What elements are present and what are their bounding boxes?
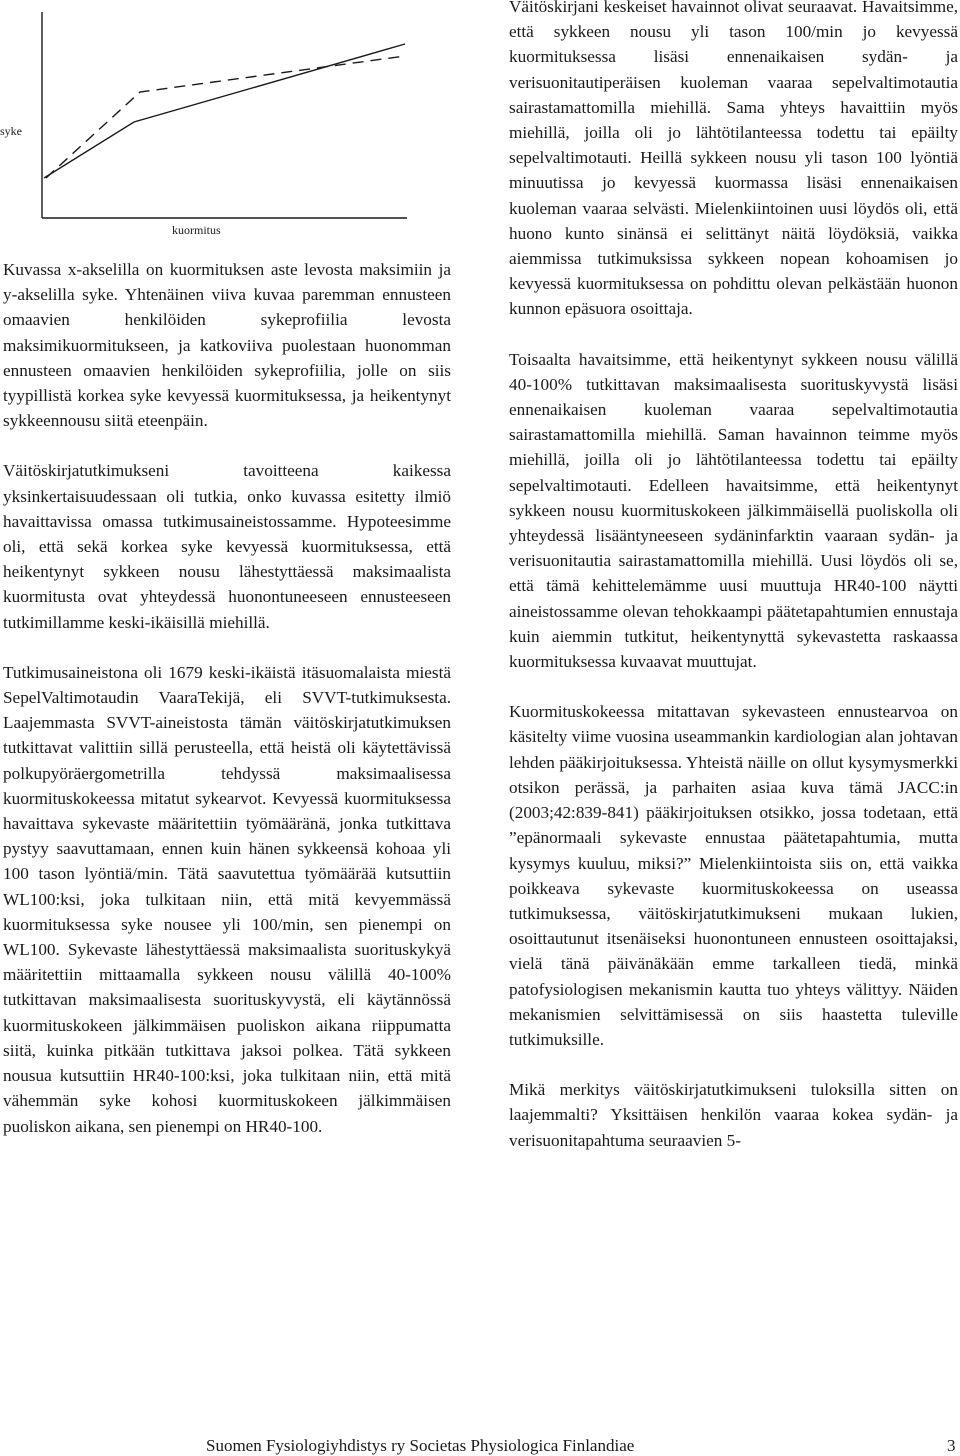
y-axis-label: syke — [0, 124, 22, 138]
significance-paragraph: Mikä merkitys väitöskirjatutkimukseni tuloksilla sitten on laajemmalti? Yksittäisen henkilön vaaraa kokea sydän- ja verisuonitapahtuma seuraavien 5- — [509, 1080, 958, 1150]
right-column — [509, 0, 958, 1178]
x-axis-label: kuormitus — [172, 223, 221, 237]
figure-caption-paragraph: Kuvassa x-akselilla on kuormituksen aste levosta maksimiin ja y-akselilla syke. Yhtenäinen viiva kuvaa paremman ennusteen omaavien henkilöiden sykeprofiilia levosta maksimikuormitukseen, ja katkoviiva puolestaan huonomman ennusteen omaavien henkilöiden sykeprofiilia, jolle on siis tyypillistä korkea syke kevyessä kuormituksessa, ja heikentynyt sykkeennousu siitä eteenpäin. — [3, 260, 451, 431]
page-number: 3 — [947, 1436, 956, 1455]
footer-society-name: Suomen Fysiologiyhdistys ry Societas Physiologica Finlandiae — [206, 1436, 635, 1455]
discussion-paragraph: Kuormituskokeessa mitattavan sykevasteen ennustearvoa on käsitelty viime vuosina useammankin kardiologian alan johtavan lehden pääkirjoituksessa. Yhteistä näille on ollut kysymysmerkki otsikon perässä, ja parhaiten asiaa kuva tämä JACC:in (2003;42:839-841) pääkirjoituksen otsikko, jossa todetaan, että ”epänormaali sykevaste ennustaa päätetapahtumia, mutta kysymys kuuluu, miksi?” Mielenkiintoista siis on, että vaikka poikkeava sykevaste kuormituskokeessa on useassa tutkimuksessa, väitöskirjatutkimukseni mukaan lukien, osoittautunut itsenäiseksi huonontuneen ennusteen osoittajaksi, vielä tänä päivänäkään emme tarkalleen tiedä, minkä patofysiologisen mekanismin kautta tuo yhteys välittyy. Näiden mekanismien selvittämisessä on siis haastetta tuleville tutkimuksille. — [509, 702, 958, 1049]
left-column — [3, 0, 451, 1164]
hr40-100-findings-paragraph: Toisaalta havaitsimme, että heikentynyt sykkeen nousu välillä 40-100% tutkittavan maksimaalisesta suorituskyvystä lisäsi ennenaikaisen kuoleman vaaraa sepelvaltimotautia sairastamattomilla miehillä. Saman havainnon teimme myös miehillä, joilla oli jo lähtötilanteessa todettu tai epäilty sepelvaltimotauti. Edelleen havaitsimme, että heikentynyt sykkeen nousu kuormituskokeen jälkimmäisellä puoliskolla oli yhteydessä lisääntyneeseen sydäninfarktin vaaraan sydän- ja verisuonitautia sairastamattomilla miehillä. Uusi löydös oli se, että tämä kehittelemämme uusi muuttuja HR40-100 näytti aineistossamme olevan tehokkaampi päätetapahtumien ennustaja kuin aiemmin tutkitut, heikentynyttä sykevastetta raskaassa kuormituksessa kuvaavat muuttujat. — [509, 349, 958, 672]
aim-paragraph: Väitöskirjatutkimukseni tavoitteena kaikessa yksinkertaisuudessaan oli tutkia, onko kuvassa esitetty ilmiö havaittavissa omassa tutkimusaineistossamme. Hypoteesimme oli, että sekä korkea syke kevyessä kuormituksessa, että heikentynyt sykkeen nousu lähestyttäessä maksimaalista kuormitusta ovat yhteydessä huonontuneeseen ennusteeseen tutkimillamme keski-ikäisillä miehillä. — [3, 461, 451, 632]
findings-paragraph: Väitöskirjani keskeiset havainnot olivat seuraavat. Havaitsimme, että sykkeen nousu yli tason 100/min jo kevyessä kuormituksessa lisäsi ennenaikaisen sydän- ja verisuonitautiperäisen kuoleman vaaraa sepelvaltimotautia sairastamattomilla miehillä. Sama yhteys havaittiin myös miehillä, joilla oli jo lähtötilanteessa todettu tai epäilty sepelvaltimotauti. Heillä sykkeen nousu yli tason 100 lyöntiä minuutissa jo kevyessä kuormassa lisäsi ennenaikaisen kuoleman vaaraa selvästi. Mielenkiintoinen uusi löydös oli, että huono kunto sinänsä ei selittänyt näitä löydöksiä, vaikka aiemmissa tutkimuksissa sykkeen nopean kohoamisen jo kevyessä kuormituksessa on pohdittu olevan pelkästään huonon kunnon epäsuora osoittaja. — [509, 0, 958, 319]
methods-paragraph: Tutkimusaineistona oli 1679 keski-ikäistä itäsuomalaista miestä SepelValtimotaudin VaaraTekijä, eli SVVT-tutkimuksesta. Laajemmasta SVVT-aineistosta tämän väitöskirjatutkimuksen tutkittavat valittiin sillä perusteella, että heistä oli käytettävissä polkupyöräergometrilla tehdyssä maksimaalisessa kuormituskokeessa mitatut sykearvot. Kevyessä kuormituksessa havaittava sykevaste määritettiin työmääränä, jonka tutkittava pystyy saavuttamaan, ennen kuin hänen sykkeensä kohoaa yli 100 tason lyöntiä/min. Tätä saavutettua työmäärää kutsuttiin WL100:ksi, joka tulkitaan niin, että mitä kevyemmässä kuormituksessa syke nousee yli 100/min, sen pienempi on WL100. Sykevaste lähestyttäessä maksimaalista suorituskykyä määritettiin mittaamalla sykkeen nousu välillä 40-100% tutkittavan maksimaalisesta suorituskyvystä, eli käytännössä kuormituskokeen jälkimmäisen puoliskon aikana riippumatta siitä, kuinka pitkään tutkittava jaksoi polkea. Tätä sykkeen nousua kutsuttiin HR40-100:ksi, joka tulkitaan niin, että mitä vähemmän syke kohosi kuormituskokeen jälkimmäisen puoliskon aikana, sen pienempi on HR40-100. — [3, 662, 451, 1136]
